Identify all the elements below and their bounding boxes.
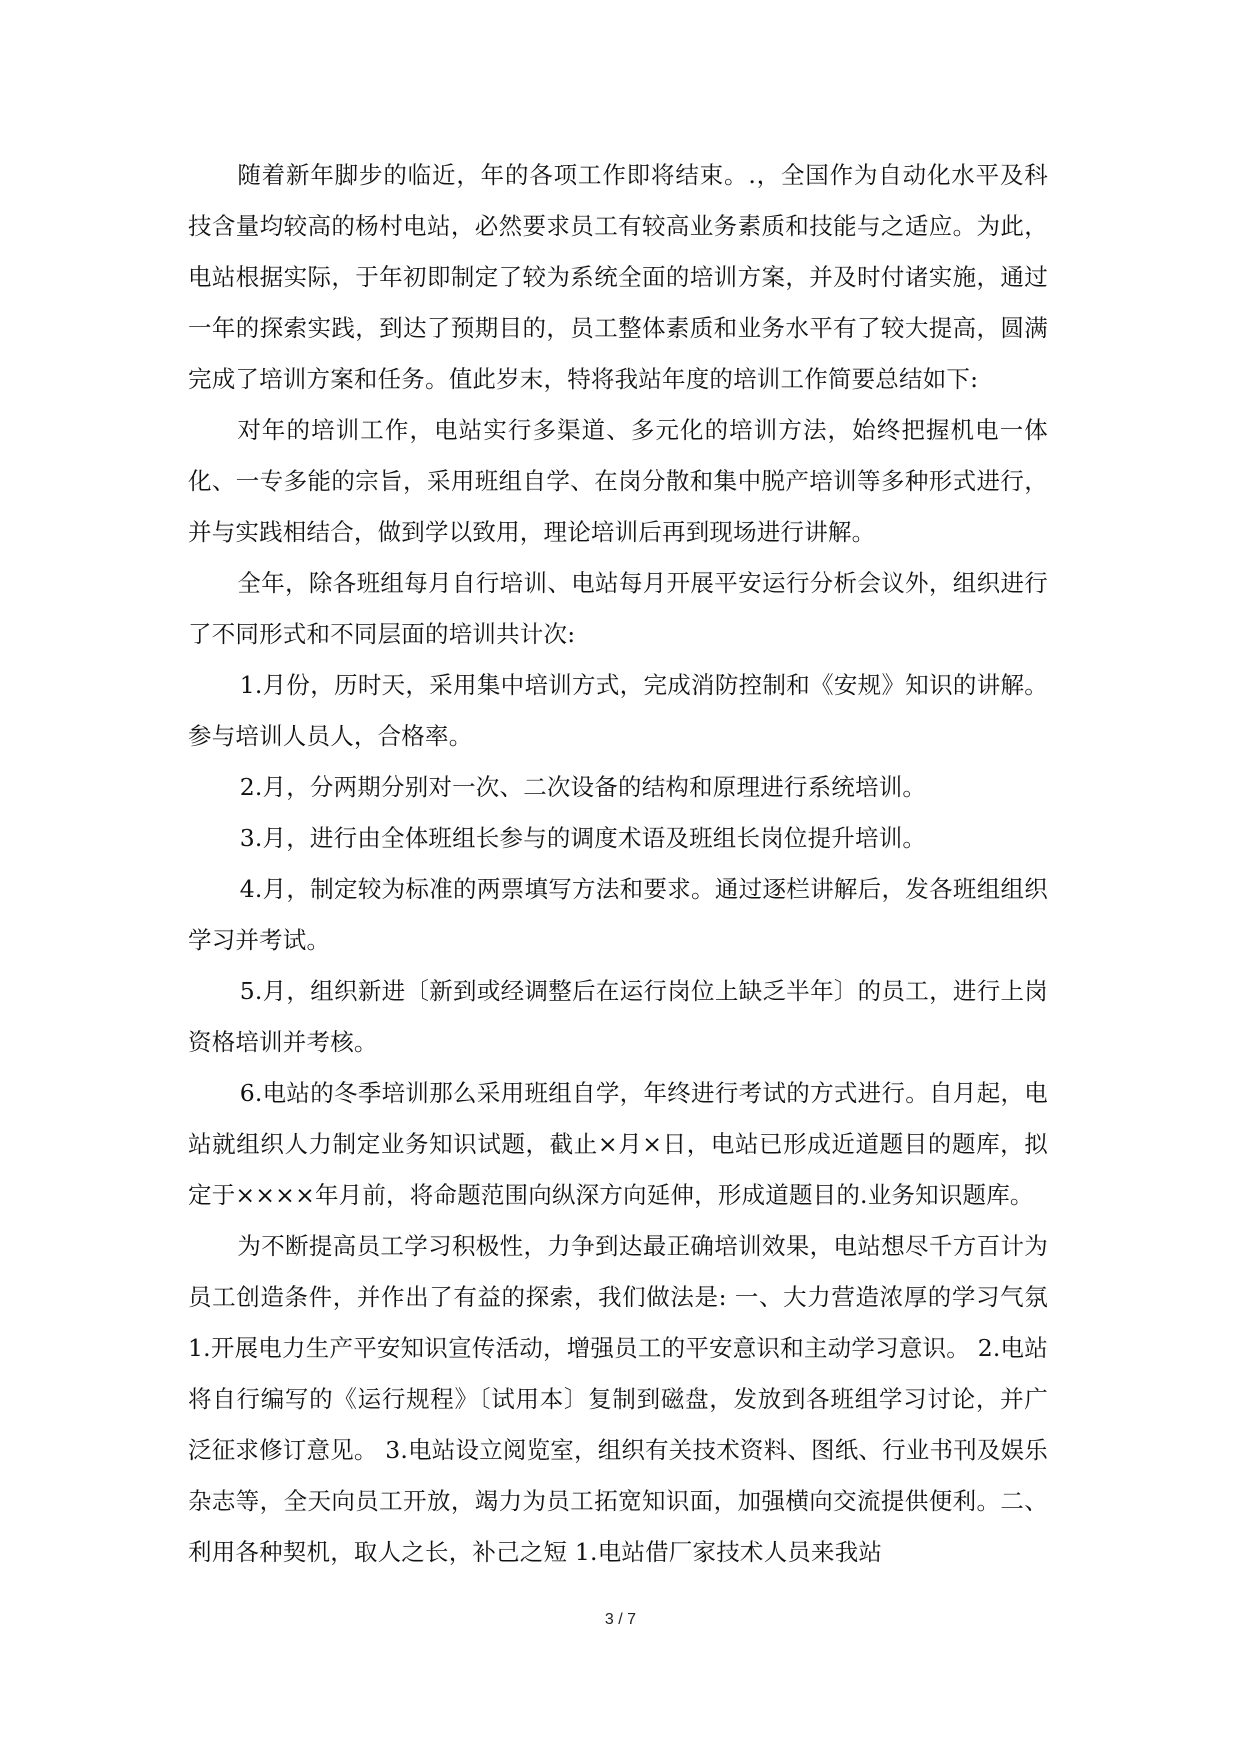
document-body <box>188 150 1048 1578</box>
list-item-2: 2.月，分两期分别对一次、二次设备的结构和原理进行系统培训。 <box>239 773 927 801</box>
list-item-1: 1.月份，历时天，采用集中培训方式，完成消防控制和《安规》知识的讲解。参与培训人员人，合格率。 <box>188 671 1048 750</box>
paragraph-training-overview: 全年，除各班组每月自行培训、电站每月开展平安运行分析会议外，组织进行了不同形式和不同层面的培训共计次: <box>188 569 1048 648</box>
paragraph-measures: 为不断提高员工学习积极性，力争到达最正确培训效果，电站想尽千方百计为员工创造条件，并作出了有益的探索，我们做法是: 一、大力营造浓厚的学习气氛 1.开展电力生产平安知识宣传活动，增强员工的平安意识和主动学习意识。 2.电站将自行编写的《运行规程》〔试用本〕复制到磁盘，发放到各班组学习讨论，并广泛征求修订意见。 3.电站设立阅览室，组织有关技术资料、图纸、行业书刊及娱乐杂志等，全天向员工开放，竭力为员工拓宽知识面，加强横向交流提供便利。二、利用各种契机，取人之长，补己之短 1.电站借厂家技术人员来我站 <box>188 1232 1048 1566</box>
list-item-4: 4.月，制定较为标准的两票填写方法和要求。通过逐栏讲解后，发各班组组织学习并考试。 <box>188 875 1048 954</box>
paragraph-training-approach: 对年的培训工作，电站实行多渠道、多元化的培训方法，始终把握机电一体化、一专多能的宗旨，采用班组自学、在岗分散和集中脱产培训等多种形式进行，并与实践相结合，做到学以致用，理论培训后再到现场进行讲解。 <box>188 416 1048 546</box>
page-number: 3 / 7 <box>604 1611 637 1628</box>
list-item-3: 3.月，进行由全体班组长参与的调度术语及班组长岗位提升培训。 <box>239 824 927 852</box>
paragraph-intro: 随着新年脚步的临近，年的各项工作即将结束。.，全国作为自动化水平及科技含量均较高的杨村电站，必然要求员工有较高业务素质和技能与之适应。为此，电站根据实际，于年初即制定了较为系统全面的培训方案，并及时付诸实施，通过一年的探索实践，到达了预期目的，员工整体素质和业务水平有了较大提高，圆满完成了培训方案和任务。值此岁末，特将我站年度的培训工作简要总结如下: <box>188 161 1048 393</box>
list-item-6: 6.电站的冬季培训那么采用班组自学，年终进行考试的方式进行。自月起，电站就组织人力制定业务知识试题，截止×月×日，电站已形成近道题目的题库，拟定于××××年月前，将命题范围向纵深方向延伸，形成道题目的.业务知识题库。 <box>188 1079 1048 1209</box>
list-item-5: 5.月，组织新进〔新到或经调整后在运行岗位上缺乏半年〕的员工，进行上岗资格培训并考核。 <box>188 977 1048 1056</box>
